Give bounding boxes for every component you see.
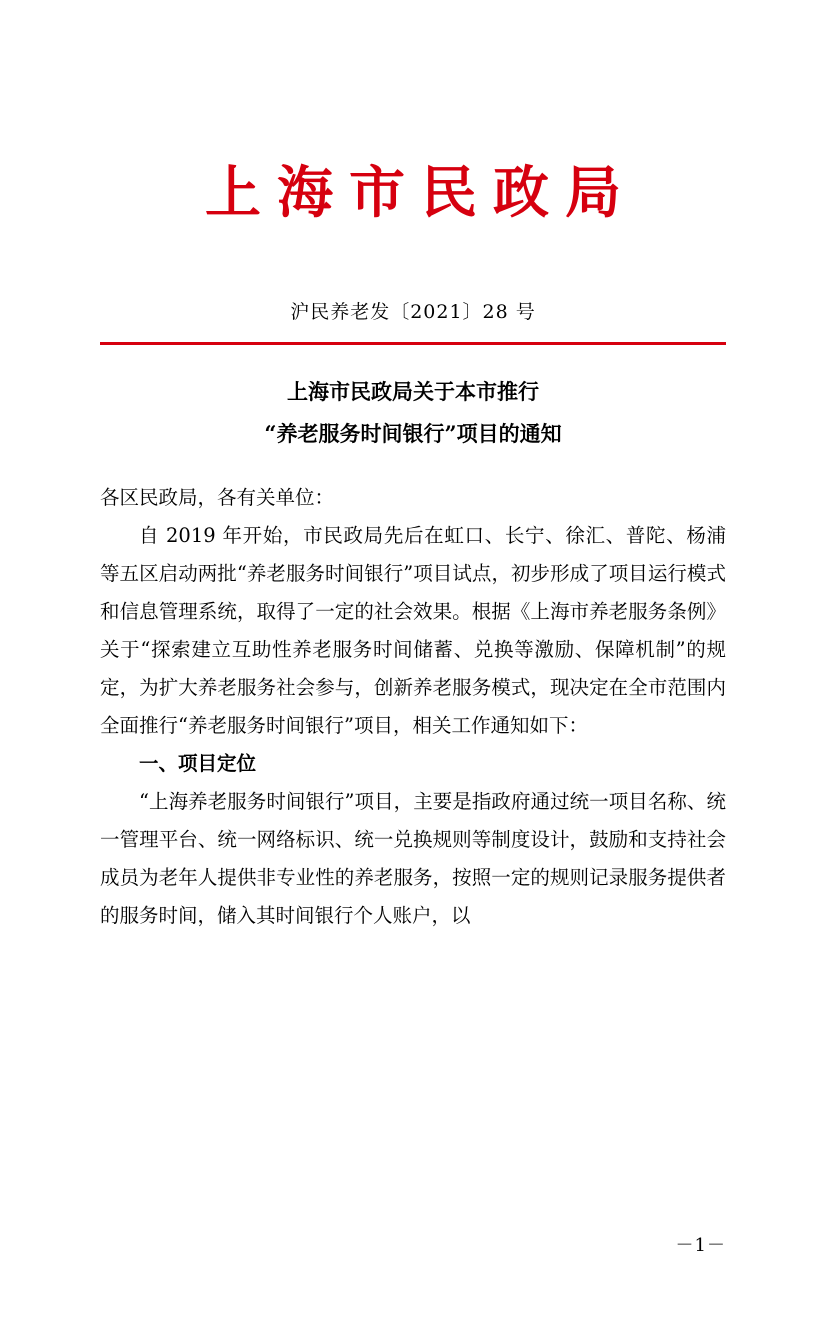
salutation: 各区民政局，各有关单位： (100, 486, 335, 510)
document-title (100, 371, 726, 455)
document-title-line-2: “养老服务时间银行”项目的通知 (264, 421, 562, 447)
document-number: 沪民养老发〔2021〕28 号 (290, 301, 536, 324)
red-divider-rule (100, 342, 726, 345)
document-title-line-1: 上海市民政局关于本市推行 (287, 379, 539, 405)
document-body (100, 479, 726, 935)
page-number: －1－ (675, 1235, 726, 1256)
organization-masthead: 上海市民政局 (205, 160, 637, 226)
document-page (0, 160, 826, 1329)
body-paragraph-1: 自 2019 年开始，市民政局先后在虹口、长宁、徐汇、普陀、杨浦等五区启动两批“养老服务时间银行”项目试点，初步形成了项目运行模式和信息管理系统，取得了一定的社会效果。根据《上海市养老服务条例》关于“探索建立互助性养老服务时间储蓄、兑换等激励、保障机制”的规定，为扩大养老服务社会参与，创新养老服务模式，现决定在全市范围内全面推行“养老服务时间银行”项目，相关工作通知如下： (100, 524, 726, 738)
body-paragraph-2: “上海养老服务时间银行”项目，主要是指政府通过统一项目名称、统一管理平台、统一网络标识、统一兑换规则等制度设计，鼓励和支持社会成员为老年人提供非专业性的养老服务，按照一定的规则记录服务提供者的服务时间，储入其时间银行个人账户，以 (100, 790, 726, 928)
section-heading-1: 一、项目定位 (139, 752, 257, 776)
